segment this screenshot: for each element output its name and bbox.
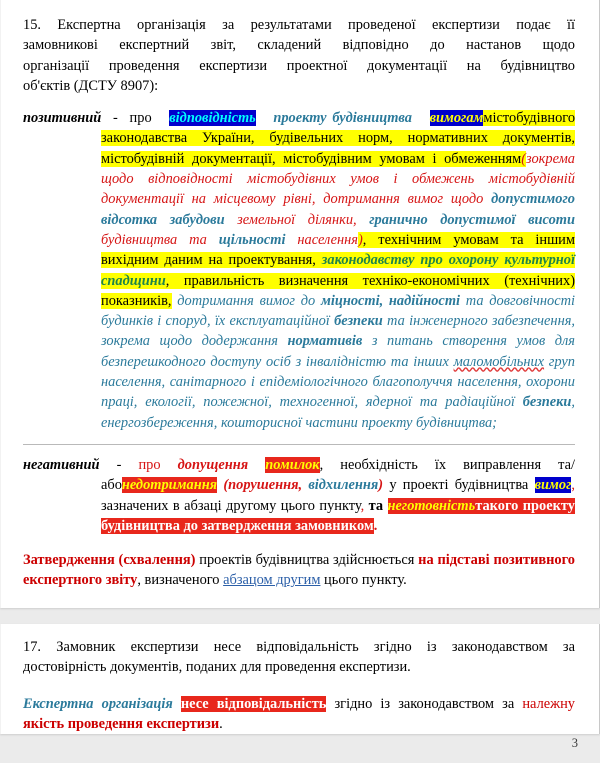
negative-highlight-vymoh: вимог [534, 477, 572, 494]
clause-15-paragraph [23, 0, 575, 35]
positive-highlight-vidpovidnist: відповідність [169, 110, 256, 127]
negative-highlight-tail: такого проекту будівництва до затвердження замовником [101, 497, 575, 534]
positive-red-run-4: населення [285, 231, 358, 248]
negative-paragraph [23, 455, 575, 536]
positive-blue-bold-1: допустимого відсотка забудови [101, 191, 575, 228]
negative-label: негативний [23, 456, 100, 473]
clause-17-liability-paragraph [23, 694, 575, 735]
clause-15-line3: організації проведення експертизи проектної документації на будівництво [23, 57, 575, 74]
positive-blue-bold-4: міцності, надійності [320, 292, 461, 309]
liability-blue-italic-1: Експертна організація [23, 695, 173, 712]
clause-17-number: 17. [23, 639, 41, 655]
negative-black-run-1: , необхідність їх виправлення та/або [101, 456, 575, 494]
content-block-secondary [0, 624, 600, 734]
positive-blue-italic-5: з питань створення умов для безперешкодного доступу осіб з інвалідністю та інших [101, 333, 575, 370]
negative-red-italic-2: порушення [228, 477, 299, 494]
approval-red-bold-2: на підставі позитивного експертного звіту [23, 552, 575, 589]
clause-15-line4: об'єктів (ДСТУ 8907): [23, 77, 159, 94]
approval-red-bold-1: Затвердження (схвалення) [23, 552, 196, 569]
liability-red-period: . [219, 715, 223, 732]
negative-red-period: . [373, 517, 378, 534]
positive-yellow-run-3: , правильність визначення техніко-економічних (технічних) показників, [101, 272, 575, 309]
negative-black-run-2: у проекті будівництва [383, 477, 535, 494]
positive-blue-italic-4: та інженерного забезпечення, зокрема щодо додержання [101, 313, 575, 350]
approval-paragraph [23, 550, 575, 591]
clause-15-line2-row [23, 35, 575, 55]
clause-17-paragraph [23, 624, 575, 657]
positive-red-run-2: земельної ділянки, [224, 211, 370, 228]
positive-intro: про [129, 110, 152, 127]
clause-15-line2: замовникові експертний звіт, складений відповідно до настанов щодо [23, 37, 575, 54]
clause-17-line2-row [23, 657, 575, 677]
negative-red-italic-1: допущення [177, 456, 266, 473]
positive-green-bold-1: законодавству про охорону культурної спадщини [101, 252, 575, 289]
negative-red-run-3: , [360, 497, 369, 514]
negative-black-run-4: та [368, 497, 388, 514]
liability-red-run-1: належну [522, 695, 575, 712]
negative-red-run-1: про [138, 456, 178, 473]
positive-paren-close: ) [357, 231, 363, 248]
clause-17-line2: достовірність документів, поданих для проведення експертизи. [23, 659, 411, 676]
positive-blue-proektu: проекту будівництва [273, 110, 412, 127]
negative-highlight-pomylok: помилок [265, 456, 320, 473]
clause-15-line1: Експертна організація за результатами проведеної експертизи подає її [57, 17, 575, 33]
positive-blue-bold-5: безпеки [334, 313, 383, 330]
positive-label: позитивний [23, 110, 102, 127]
liability-highlight: несе відповідальність [180, 695, 327, 712]
page-number: 3 [571, 736, 578, 750]
positive-blue-italic-7: , енергозбереження, кошторисної частини проекту будівництва; [101, 394, 575, 431]
liability-black-run-1: згідно із законодавством за [326, 695, 523, 712]
negative-black-run-3: зазначених в абзаці другому цього пункту [101, 497, 361, 514]
approval-black-run-2: , визначеного [137, 572, 224, 589]
positive-red-run-3: будівництва та [101, 231, 219, 248]
negative-red-run-2: , [571, 477, 575, 494]
positive-red-run-1: зокрема щодо відповідності містобудівних умов і обмежень містобудівній документації на місцевому рівні, дотримання вимог щодо [101, 150, 575, 208]
positive-highlight-vymoham: вимогам [429, 110, 484, 127]
positive-yellow-run-2: , технічним умовам та іншим вихідним даним на проектування, [101, 231, 575, 269]
negative-highlight-nehotovnist: неготовність [387, 497, 476, 514]
positive-yellow-run-1: містобудівного законодавства України, будівельних норм, нормативних документів, містобудівній документації, містобудівним умовам і обмеженням [101, 110, 576, 167]
negative-red-paren-open: ( [217, 477, 229, 494]
clause-15-line3-row [23, 56, 575, 76]
positive-blue-bold-7: безпеки [522, 394, 572, 411]
negative-red-paren-close: ) [378, 477, 384, 494]
clause-15-number: 15. [23, 17, 41, 33]
negative-red-comma: , [298, 477, 309, 494]
positive-blue-bold-3: щільності [218, 231, 286, 248]
positive-blue-bold-6: нормативів [287, 333, 363, 350]
clause-17-line1: Замовник експертизи несе відповідальність згідно із законодавством за [56, 639, 575, 655]
positive-blue-italic-6: груп населення, санітарного і епідеміологічного благополуччя населення, охорони праці, екології, пожежної, техногенної, ядерної та радіаційної [101, 353, 575, 411]
positive-paren-open: ( [521, 150, 527, 167]
negative-blue-italic-1: відхилення [308, 477, 379, 494]
approval-black-run-3: цього пункту. [320, 572, 407, 589]
positive-blue-italic-3: та довговічності будинків і споруд, їх експлуатаційної [101, 292, 575, 330]
positive-blue-italic-2: дотримання вимог до [171, 292, 321, 309]
liability-red-bold-1: якість проведення експертизи [23, 715, 220, 732]
negative-highlight-nedotrymannia: недотримання [121, 477, 218, 494]
positive-dash: - [113, 110, 118, 127]
approval-black-run-1: проектів будівництва здійснюється [195, 552, 419, 569]
positive-spellcheck-word: маломобільних [453, 353, 545, 370]
clause-15-line4-row [23, 76, 575, 96]
positive-paragraph [23, 108, 575, 433]
negative-dash: - [116, 456, 122, 473]
positive-blue-bold-2: гранично допустимої висоти [369, 211, 575, 228]
abzats-druhym-link[interactable]: абзацом другим [223, 572, 321, 589]
